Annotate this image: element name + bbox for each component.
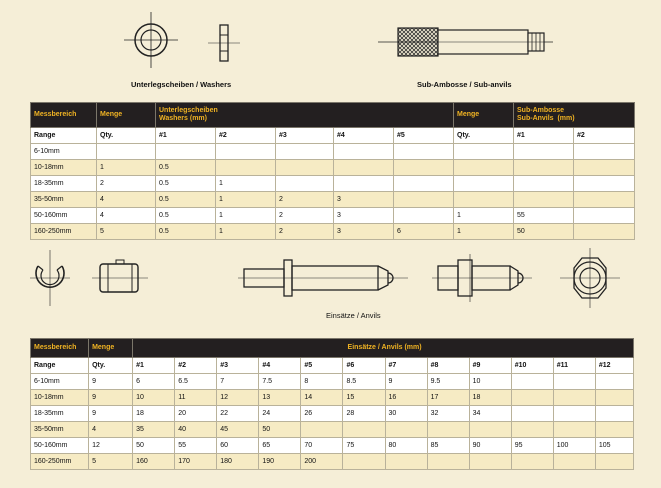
table-cell: 70 [301,438,343,454]
table2-header-anvils: Einsätze / Anvils (mm) [133,339,634,358]
table-cell: 22 [217,406,259,422]
table-cell [276,144,334,160]
table-cell [574,144,635,160]
subanvils-caption: Sub-Ambosse / Sub-anvils [417,80,512,89]
table-cell [427,454,469,470]
table1-subheader-cell: #5 [394,128,454,144]
table-row [31,176,635,192]
table-cell [595,406,633,422]
table-cell [454,160,514,176]
table-cell: 2 [97,176,156,192]
table2-subheader-cell: #10 [511,358,553,374]
table-cell: 10-18mm [31,160,97,176]
table-cell: 2 [276,192,334,208]
table-cell: 180 [217,454,259,470]
table-cell [394,160,454,176]
table-cell: 0.5 [156,224,216,240]
table-cell: 12 [217,390,259,406]
table-cell: 15 [343,390,385,406]
washer-front-drawing [120,12,182,72]
table-cell [595,374,633,390]
table-cell: 35 [133,422,175,438]
table-cell [394,144,454,160]
table-cell [427,422,469,438]
table-cell: 2 [276,208,334,224]
table-cell [334,144,394,160]
table-cell: 8.5 [343,374,385,390]
table1-header-range: Messbereich [31,103,97,128]
table-cell: 32 [427,406,469,422]
table-cell: 50 [259,422,301,438]
table-cell: 9 [89,406,133,422]
table-cell: 24 [259,406,301,422]
table-cell: 20 [175,406,217,422]
table1-subheader-cell: Range [31,128,97,144]
table-cell: 190 [259,454,301,470]
table-cell: 11 [175,390,217,406]
table-cell: 90 [469,438,511,454]
table-cell: 6-10mm [31,144,97,160]
table-cell: 1 [454,208,514,224]
table-cell: 35-50mm [31,422,89,438]
table-cell: 55 [514,208,574,224]
table-cell: 9.5 [427,374,469,390]
table-cell: 0.5 [156,192,216,208]
anvil-short-drawing [432,254,532,302]
table2-header-range: Messbereich [31,339,89,358]
table-cell [454,192,514,208]
table-cell: 12 [89,438,133,454]
table-cell [553,374,595,390]
table1-subheader-cell: Qty. [454,128,514,144]
table-cell [511,390,553,406]
table-cell: 10 [133,390,175,406]
table-cell: 10-18mm [31,390,89,406]
table-row [31,422,634,438]
table-cell [276,160,334,176]
table-cell: 16 [385,390,427,406]
table-cell: 55 [175,438,217,454]
table-cell [574,192,635,208]
table-cell: 105 [595,438,633,454]
table-row [31,406,634,422]
table-cell: 18 [469,390,511,406]
table-cell [301,422,343,438]
table-cell: 0.5 [156,208,216,224]
table-cell [514,144,574,160]
table2-subheader-cell: #8 [427,358,469,374]
table-cell [511,406,553,422]
table1-subheader-cell: #1 [156,128,216,144]
table-cell: 0.5 [156,176,216,192]
table-cell [574,160,635,176]
anvil-cap-drawing [92,256,148,300]
table-cell: 14 [301,390,343,406]
table-cell [574,224,635,240]
table-cell: 18 [133,406,175,422]
table2-subheader-cell: #4 [259,358,301,374]
table-cell [97,144,156,160]
table-cell: 95 [511,438,553,454]
table-cell [276,176,334,192]
table-row [31,374,634,390]
sub-anvil-drawing [378,22,553,62]
table-cell: 9 [89,374,133,390]
table2-subheader-cell: #11 [553,358,595,374]
table-cell: 160-250mm [31,454,89,470]
table-cell: 170 [175,454,217,470]
table2-subheader-cell: Range [31,358,89,374]
anvils-table [30,338,634,470]
table-cell [595,422,633,438]
table-row [31,208,635,224]
table-cell: 9 [89,390,133,406]
table-cell: 1 [216,192,276,208]
table-row [31,438,634,454]
table-cell: 7.5 [259,374,301,390]
table-cell: 3 [334,192,394,208]
table2-subheader-cell: #5 [301,358,343,374]
anvils-caption: Einsätze / Anvils [326,311,381,320]
table-cell [334,176,394,192]
table-cell: 50 [133,438,175,454]
table-row [31,454,634,470]
table-cell: 100 [553,438,595,454]
table-cell: 40 [175,422,217,438]
table-cell: 85 [427,438,469,454]
washer-side-drawing [208,22,240,64]
table-cell: 30 [385,406,427,422]
table-cell: 45 [217,422,259,438]
table1-subheader-row [31,128,635,144]
table-cell [553,422,595,438]
table-cell [511,454,553,470]
table-cell: 10 [469,374,511,390]
table-cell [454,176,514,192]
table1-header-qty: Menge [97,103,156,128]
table-cell [216,144,276,160]
table-cell: 6-10mm [31,374,89,390]
table-cell: 75 [343,438,385,454]
table-cell: 6 [394,224,454,240]
table-cell [514,160,574,176]
table-cell [394,176,454,192]
table1-subheader-cell: #4 [334,128,394,144]
table-cell: 160 [133,454,175,470]
table-cell: 26 [301,406,343,422]
table-cell [216,160,276,176]
table-row [31,144,635,160]
table1-subheader-cell: #2 [574,128,635,144]
table2-subheader-cell: #1 [133,358,175,374]
table-cell: 6 [133,374,175,390]
table-cell [156,144,216,160]
table-cell [385,454,427,470]
table2-subheader-cell: Qty. [89,358,133,374]
table-cell: 34 [469,406,511,422]
table-cell: 1 [97,160,156,176]
table1-header-subanvils: Sub-Ambosse Sub-Anvils (mm) [514,103,635,128]
table1-header-washers: Unterlegscheiben Washers (mm) [156,103,454,128]
table-row [31,192,635,208]
table2-header-qty: Menge [89,339,133,358]
table-cell: 18-35mm [31,176,97,192]
table-cell: 9 [385,374,427,390]
table-cell: 1 [216,224,276,240]
table2-subheader-cell: #7 [385,358,427,374]
table-cell: 3 [334,208,394,224]
table-cell [553,390,595,406]
table1-subheader-cell: #2 [216,128,276,144]
table1-subheader-cell: Qty. [97,128,156,144]
table-cell [553,454,595,470]
table1-subheader-cell: #1 [514,128,574,144]
table-cell: 7 [217,374,259,390]
table-cell [385,422,427,438]
table-cell [334,160,394,176]
anvil-hex-drawing [560,248,620,308]
table-cell [469,454,511,470]
table-cell [394,192,454,208]
table-cell [511,422,553,438]
table-cell: 18-35mm [31,406,89,422]
table2-subheader-cell: #6 [343,358,385,374]
table-cell [574,208,635,224]
washers-caption: Unterlegscheiben / Washers [131,80,232,89]
table2-header-row [31,339,634,358]
table-cell: 2 [276,224,334,240]
table-cell [553,406,595,422]
table-cell: 4 [89,422,133,438]
table-cell [595,390,633,406]
table1-header-row [31,103,635,128]
table2-subheader-row [31,358,634,374]
table1-subheader-cell: #3 [276,128,334,144]
table-cell: 8 [301,374,343,390]
table-cell [394,208,454,224]
table-cell: 200 [301,454,343,470]
table-row [31,390,634,406]
table-cell: 13 [259,390,301,406]
table-cell: 35-50mm [31,192,97,208]
table-cell: 50 [514,224,574,240]
table-cell [511,374,553,390]
table-cell: 65 [259,438,301,454]
table-cell: 1 [216,208,276,224]
table-cell: 60 [217,438,259,454]
table2-subheader-cell: #9 [469,358,511,374]
table-cell [514,176,574,192]
table-cell: 4 [97,192,156,208]
table-cell [469,422,511,438]
table-cell: 3 [334,224,394,240]
anvil-long-drawing [238,256,408,300]
table-cell: 1 [216,176,276,192]
table-cell [514,192,574,208]
anvil-front-drawing [28,250,72,306]
table-cell [595,454,633,470]
table-cell: 80 [385,438,427,454]
table-cell [343,422,385,438]
table2-subheader-cell: #12 [595,358,633,374]
washers-subanvils-table [30,102,635,240]
table-cell: 160-250mm [31,224,97,240]
table-cell [343,454,385,470]
table-cell: 28 [343,406,385,422]
table2-subheader-cell: #3 [217,358,259,374]
table-cell [454,144,514,160]
table-row [31,224,635,240]
table-cell: 4 [97,208,156,224]
table-cell: 5 [97,224,156,240]
table-cell: 5 [89,454,133,470]
table-cell: 17 [427,390,469,406]
table-cell: 0.5 [156,160,216,176]
table2-subheader-cell: #2 [175,358,217,374]
table-cell: 6.5 [175,374,217,390]
table-cell: 1 [454,224,514,240]
table1-header-qty2: Menge [454,103,514,128]
table-cell [574,176,635,192]
table-row [31,160,635,176]
table-cell: 50-160mm [31,208,97,224]
table-cell: 50-160mm [31,438,89,454]
